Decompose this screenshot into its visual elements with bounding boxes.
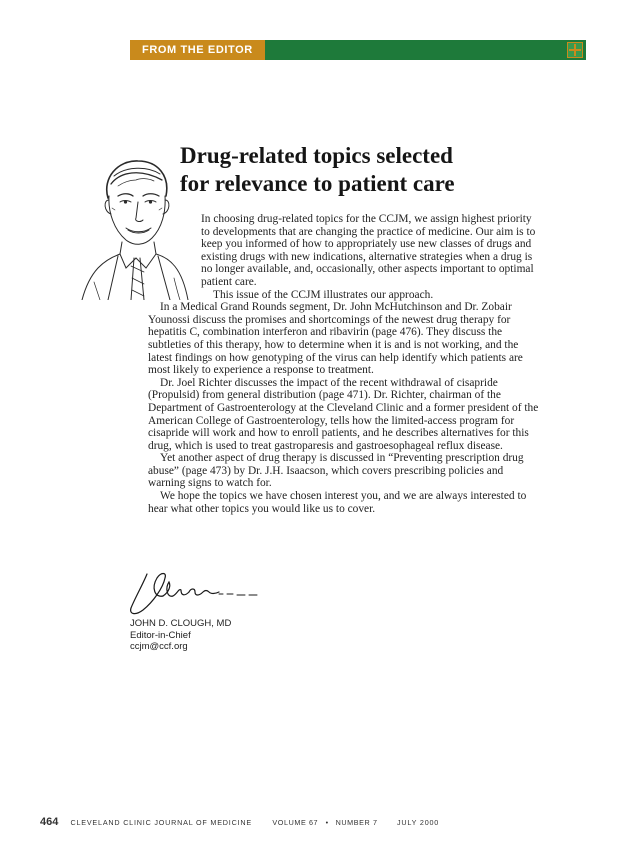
body-paragraph: We hope the topics we have chosen interest you, and we are always interested to hear what other topics you would like us to cover.	[148, 490, 527, 515]
issue-separator: •	[325, 818, 329, 827]
editor-name: JOHN D. CLOUGH, MD	[130, 618, 232, 629]
page-footer	[40, 812, 439, 830]
article-title-line: Drug-related topics selected	[180, 143, 453, 168]
section-label: FROM THE EDITOR	[130, 40, 265, 60]
article-title-line: for relevance to patient care	[180, 171, 455, 196]
editor-role: Editor-in-Chief	[130, 629, 191, 641]
number-label: NUMBER 7	[335, 818, 378, 827]
article-body	[148, 213, 543, 515]
body-paragraph: In a Medical Grand Rounds segment, Dr. John McHutchinson and Dr. Zobair Younossi discuss the promises and shortcomings of the newest drug therapy for hepatitis C, combination interferon and ribavirin (page 476). They discuss the subtleties of this therapy, how to determine when it is and is not working, and the latest findings on how genotyping of the virus can help identify which patients are most likely to experience a response to treatment.	[148, 301, 523, 377]
journal-name: CLEVELAND CLINIC JOURNAL OF MEDICINE	[70, 818, 252, 827]
body-paragraph: Yet another aspect of drug therapy is discussed in “Preventing prescription drug abuse” (page 473) by Dr. J.H. Isaacson, which covers prescribing policies and warning signs to watch for.	[148, 452, 524, 490]
section-banner	[130, 40, 586, 60]
body-paragraph: Dr. Joel Richter discusses the impact of the recent withdrawal of cisapride (Propulsid) from general distribution (page 471). Dr. Richter, chairman of the Department of Gastroenterology at the Cleveland Clinic and a former president of the American College of Gastroenterology, tells how the limited-access program for cisapride will work and how to enroll patients, and he describes alternatives for this drug, which is used to treat gastroparesis and gastroesophageal reflux disease.	[148, 376, 539, 452]
section-banner-green	[265, 40, 586, 60]
editor-signature	[125, 568, 260, 618]
article-title	[180, 142, 580, 198]
editor-email: ccjm@ccf.org	[130, 641, 188, 652]
body-paragraph: In choosing drug-related topics for the CCJM, we assign highest priority to developments that are changing the practice of medicine. Our aim is to keep you informed of how to appropriately use new classes of drugs and existing drugs with new indications, alternative strategies when a drug is no longer available, and, occasionally, other aspects important to optimal patient care.	[201, 213, 536, 288]
page-number: 464	[40, 816, 59, 828]
cross-emblem-icon	[567, 42, 583, 58]
volume-label: VOLUME 67	[272, 818, 319, 827]
editor-signoff	[130, 618, 231, 653]
issue-date: JULY 2000	[397, 818, 440, 827]
body-paragraph: This issue of the CCJM illustrates our approach.	[213, 288, 434, 301]
